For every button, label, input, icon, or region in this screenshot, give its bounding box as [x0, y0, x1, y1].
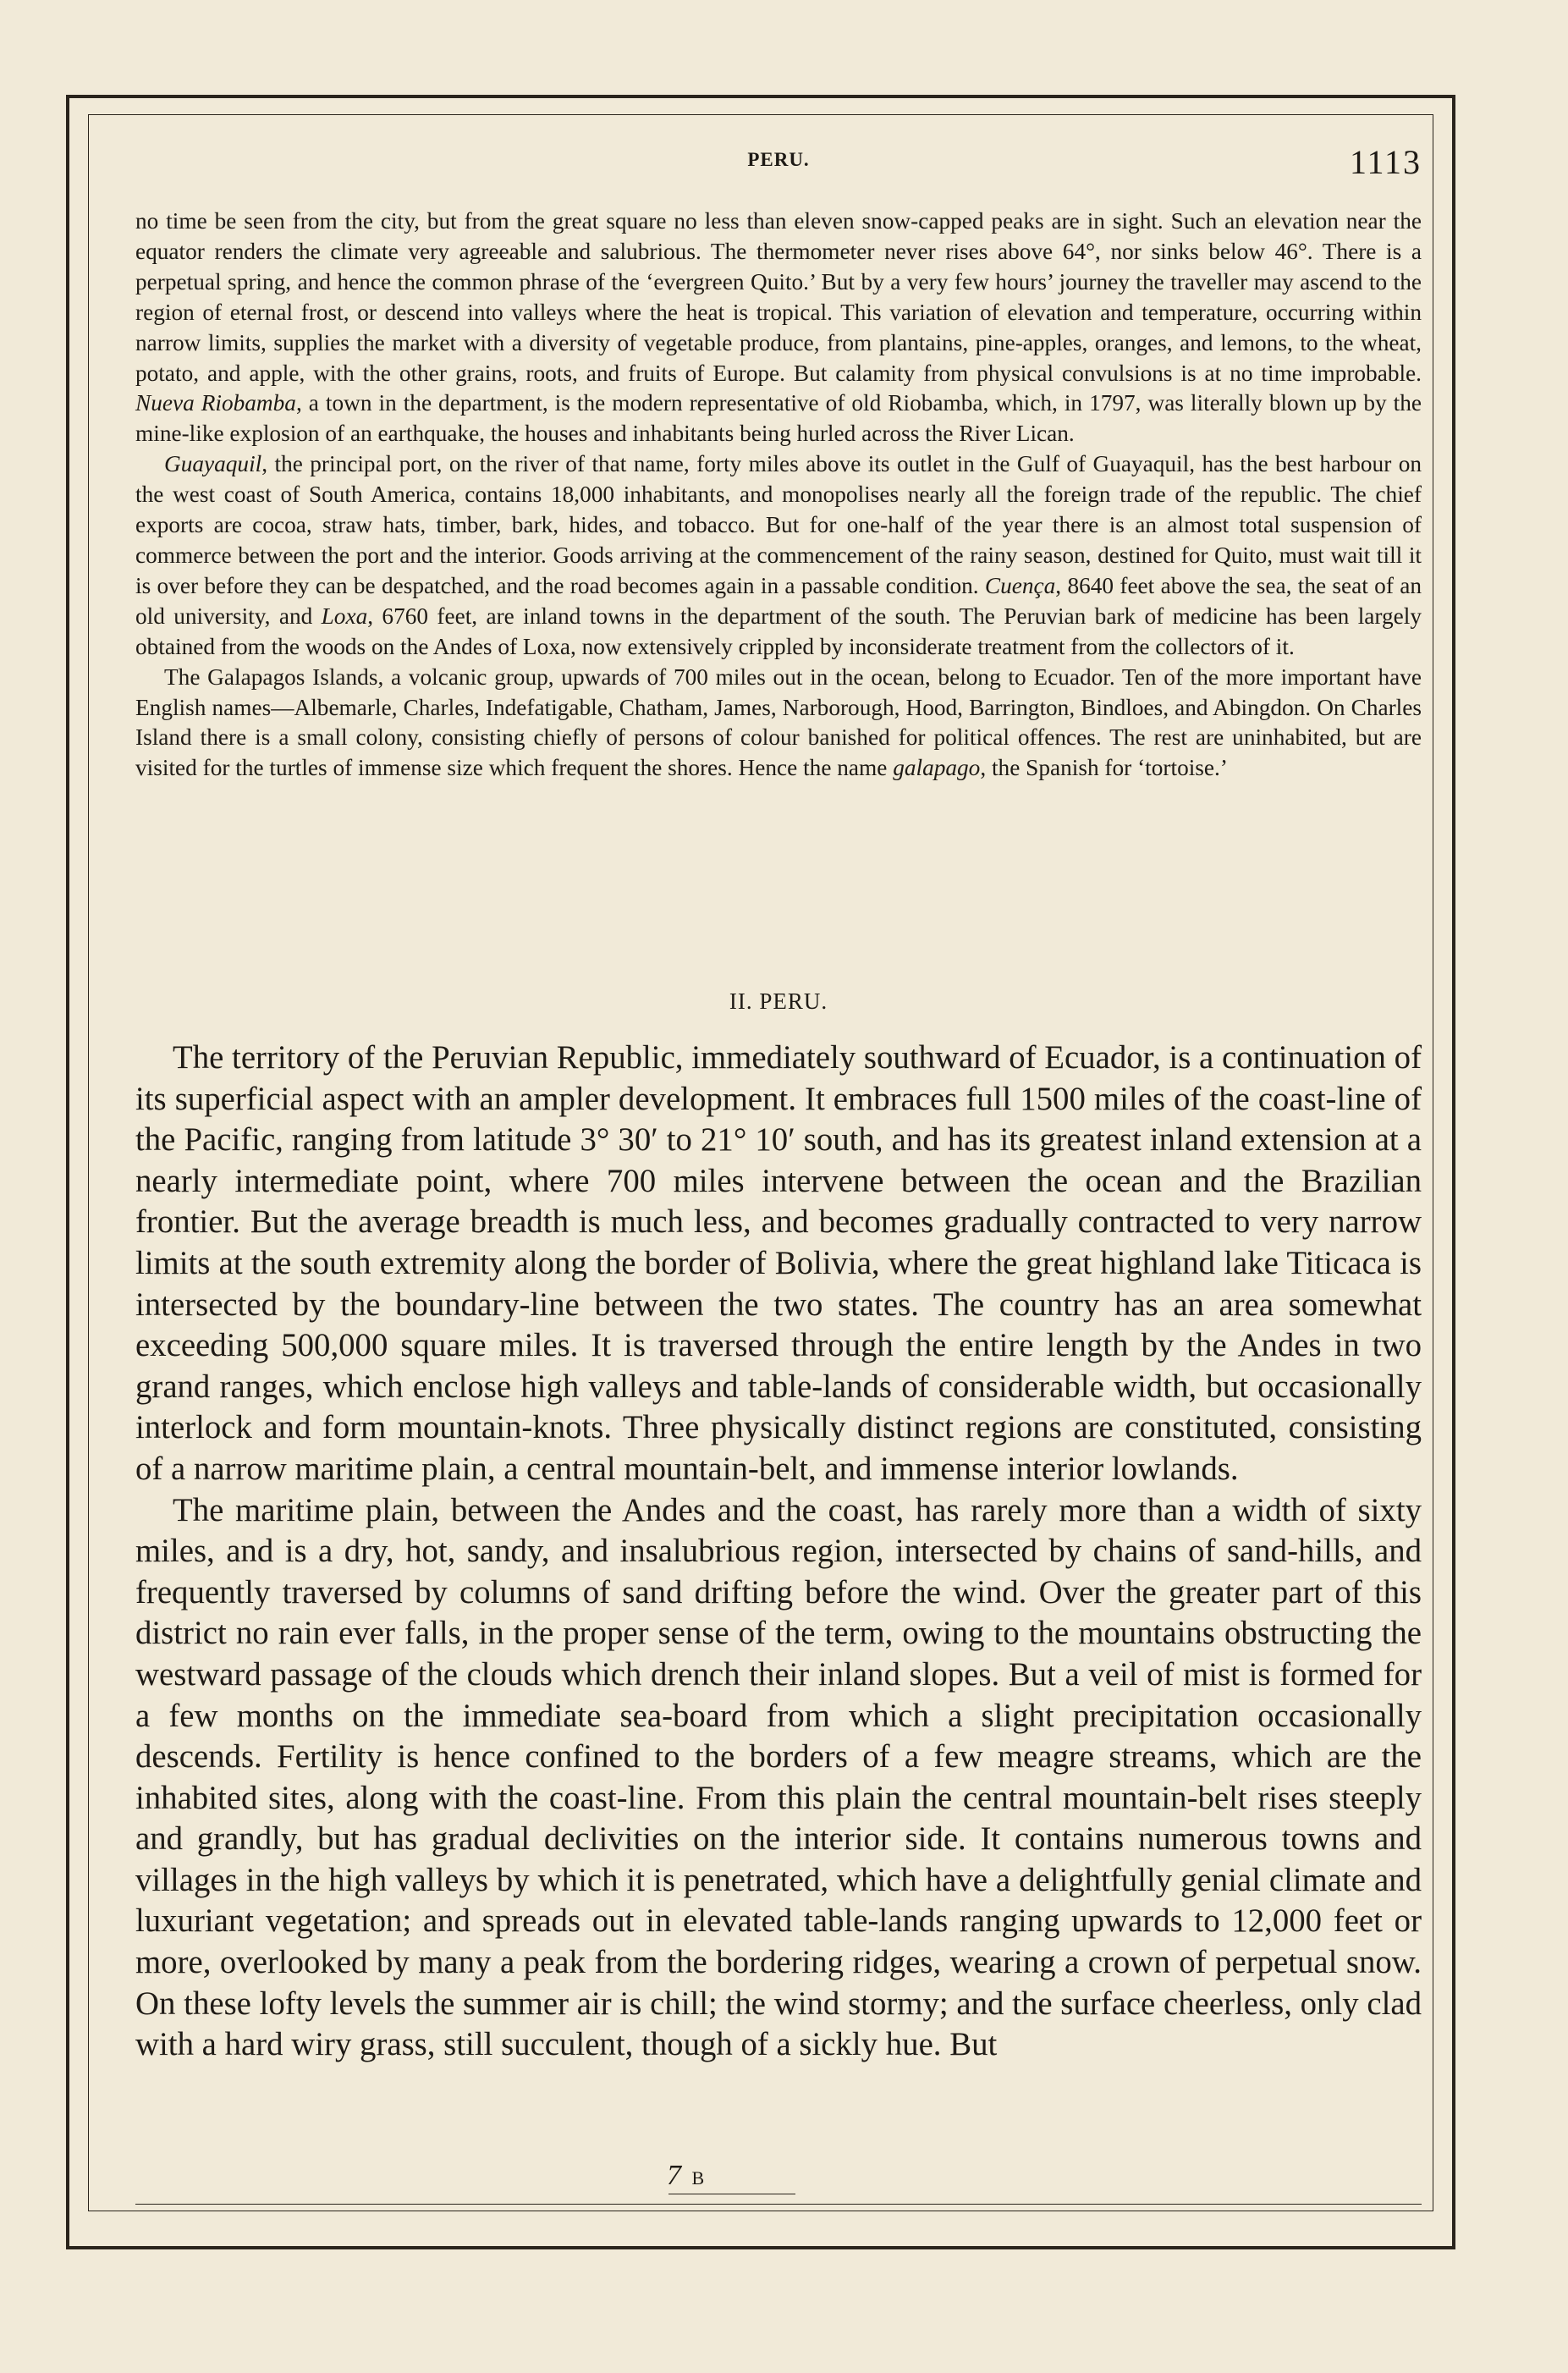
- ecuador-continued-text: [135, 206, 1422, 784]
- footer-rule: [135, 2204, 1422, 2205]
- peru-section-text: [135, 1038, 1422, 2066]
- signature-number: 7: [667, 2160, 683, 2191]
- italic-term: Guayaquil: [164, 451, 262, 477]
- section-heading: II. PERU.: [729, 988, 828, 1014]
- page-header: [135, 142, 1422, 183]
- signature-mark: [667, 2160, 705, 2192]
- paragraph-maritime-plain: The maritime plain, between the Andes and the coast, has rarely more than a width of sixty miles, and is a dry, hot, sandy, and insalubrious region, intersected by chains of sand-hills, and frequently traversed by columns of sand drifting before the wind. Over the greater part of this district no rain ever falls, in the proper sense of the term, owing to the mountains obstructing the westward passage of the clouds which drench their inland slopes. But a veil of mist is formed for a few months on the immediate sea-board from which a slight precipitation occasionally descends. Fertility is hence confined to the borders of a few meagre streams, which are the inhabited sites, along with the coast-line. From this plain the central mountain-belt rises steeply and grandly, but has gradual declivities on the interior side. It contains numerous towns and villages in the high valleys by which it is penetrated, which have a delightfully genial climate and luxuriant vegetation; and spreads out in elevated table-lands ranging upwards to 12,000 feet or more, overlooked by many a peak from the bordering ridges, wearing a crown of perpetual snow. On these lofty levels the summer air is chill; the wind stormy; and the surface cheerless, only clad with a hard wiry grass, still succulent, though of a sickly hue. But: [135, 1491, 1422, 2063]
- signature-letter: B: [691, 2167, 706, 2189]
- paragraph-galapagos: The Galapagos Islands, a volcanic group, upwards of 700 miles out in the ocean, belong to Ecuador. Ten of the more important have English names—Albemarle, Charles, Indefatigable, Chatham, James, Narborough, Hood, Barrington, Bindloes, and Abingdon. On Charles Island there is a small colony, consisting chiefly of persons of colour banished for political offences. The rest are uninhabited, but are visited for the turtles of immense size which frequent the shores. Hence the name galapago, the Spanish for ‘tortoise.’: [135, 663, 1422, 781]
- italic-term: galapago: [893, 755, 981, 781]
- paragraph-territory: The territory of the Peruvian Republic, immediately southward of Ecuador, is a continuation of its superficial aspect with an ampler development. It embraces full 1500 miles of the coast-line of the Pacific, ranging from latitude 3° 30′ to 21° 10′ south, and has its greatest inland extension at a nearly intermediate point, where 700 miles intervene between the ocean and the Brazilian frontier. But the average breadth is much less, and becomes gradually contracted to very narrow limits at the south extremity along the border of Bolivia, where the great highland lake Titicaca is intersected by the boundary-line between the two states. The country has an area somewhat exceeding 500,000 square miles. It is traversed through the entire length by the Andes in two grand ranges, which enclose high valleys and table-lands of considerable width, but occasionally interlock and form mountain-knots. Three physically distinct regions are constituted, consisting of a narrow maritime plain, a central mountain-belt, and immense interior lowlands.: [135, 1039, 1422, 1487]
- page-number: 1113: [1349, 143, 1422, 181]
- running-head: PERU.: [747, 149, 810, 170]
- italic-term: Cuença: [984, 572, 1056, 598]
- paragraph-quito: no time be seen from the city, but from the great square no less than eleven snow-capped peaks are in sight. Such an elevation near the equator renders the climate very agreeable and salubrious. The thermometer never rises above 64°, nor sinks below 46°. There is a perpetual spring, and hence the common phrase of the ‘evergreen Quito.’ But by a very few hours’ journey the traveller may ascend to the region of eternal frost, or descend into valleys where the heat is tropical. This variation of elevation and temperature, occurring within narrow limits, supplies the market with a diversity of vegetable produce, from plantains, pine-apples, oranges, and lemons, to the wheat, potato, and apple, with the other grains, roots, and fruits of Europe. But calamity from physical convulsions is at no time improbable. Nueva Riobamba, a town in the department, is the modern representative of old Riobamba, which, in 1797, was literally blown up by the mine-like explosion of an earthquake, the houses and inhabitants being hurled across the River Lican.: [135, 208, 1422, 447]
- paragraph-guayaquil: Guayaquil, the principal port, on the river of that name, forty miles above its outlet in the Gulf of Guayaquil, has the best harbour on the west coast of South America, contains 18,000 inhabitants, and monopolises nearly all the foreign trade of the republic. The chief exports are cocoa, straw hats, timber, bark, hides, and tobacco. But for one-half of the year there is an almost total suspension of commerce between the port and the interior. Goods arriving at the commencement of the rainy season, destined for Quito, must wait till it is over before they can be despatched, and the road becomes again in a passable condition. Cuença, 8640 feet above the sea, the seat of an old university, and Loxa, 6760 feet, are inland towns in the department of the south. The Peruvian bark of medicine has been largely obtained from the woods on the Andes of Loxa, now extensively crippled by inconsiderate treatment from the collectors of it.: [135, 451, 1422, 659]
- italic-term: Nueva Riobamba: [135, 390, 296, 416]
- italic-term: Loxa: [321, 603, 368, 629]
